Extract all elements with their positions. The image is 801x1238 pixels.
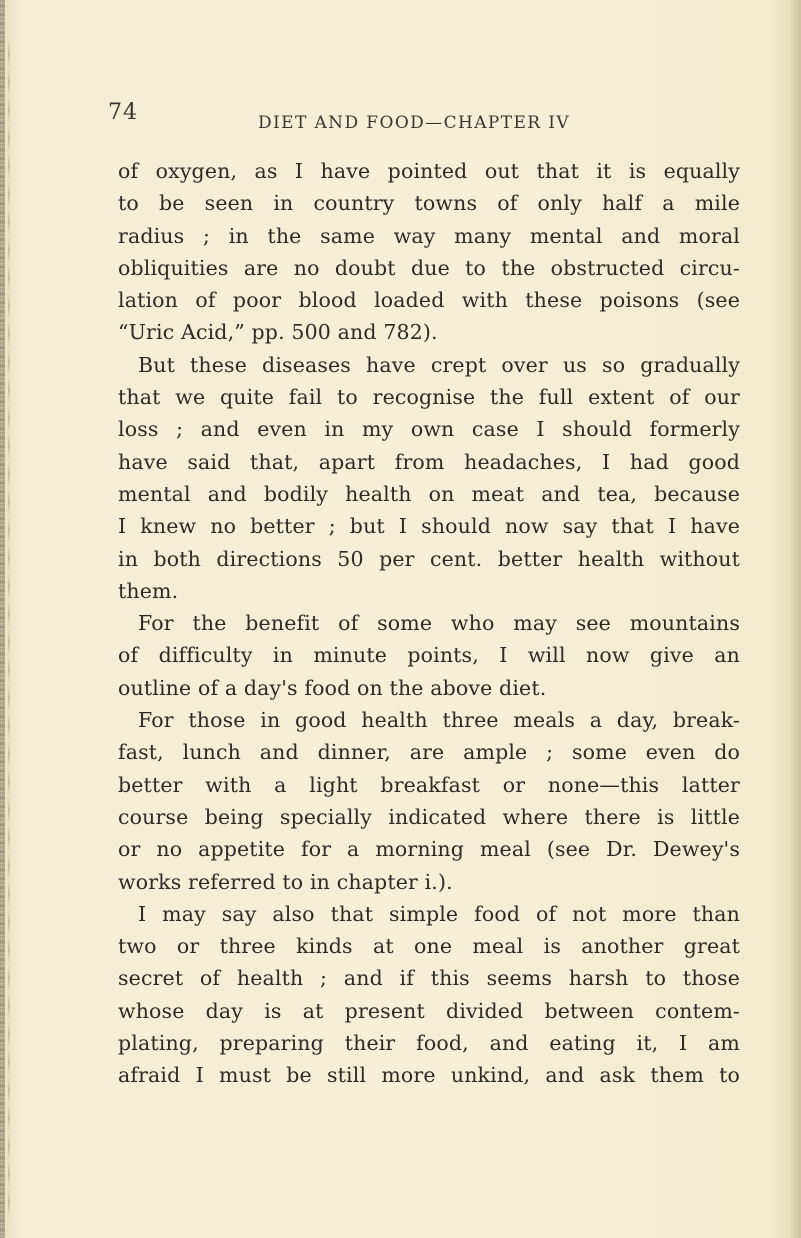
text-line: I knew no better ; but I should now say that I have [118, 514, 740, 539]
text-line: course being specially indicated where there is little [118, 804, 740, 829]
page-edge [789, 0, 801, 1238]
text-line: loss ; and even in my own case I should formerly [118, 417, 740, 442]
text-line: secret of health ; and if this seems harsh to those [118, 966, 740, 991]
text-line: mental and bodily health on meat and tea, because [118, 481, 740, 506]
text-line: two or three kinds at one meal is another great [118, 934, 740, 959]
text-line: I may say also that simple food of not more than [138, 901, 740, 926]
text-line: in both directions 50 per cent. better health without [118, 546, 740, 571]
text-line: that we quite fail to recognise the full extent of our [118, 385, 740, 410]
text-line: better with a light breakfast or none—this latter [118, 772, 740, 797]
text-line: lation of poor blood loaded with these poisons (see [118, 288, 740, 313]
text-line: outline of a day's food on the above diet. [118, 675, 547, 700]
text-line: fast, lunch and dinner, are ample ; some even do [118, 740, 740, 765]
text-line: have said that, apart from headaches, I had good [118, 449, 740, 474]
text-line: or no appetite for a morning meal (see Dr. Dewey's [118, 837, 740, 862]
page-number: 74 [108, 100, 138, 125]
text-line: of oxygen, as I have pointed out that it is equally [118, 159, 740, 183]
text-line: For the benefit of some who may see mountains [138, 611, 740, 636]
text-line: afraid I must be still more unkind, and ask them to [118, 1063, 740, 1088]
text-line: “Uric Acid,” pp. 500 and 782). [118, 320, 438, 345]
page-gutter-shadow [8, 40, 10, 1220]
text-line: But these diseases have crept over us so gradually [138, 352, 740, 377]
text-line: plating, preparing their food, and eating it, I am [118, 1031, 740, 1056]
text-line: to be seen in country towns of only half a mile [118, 191, 740, 216]
text-line: of difficulty in minute points, I will now give an [118, 643, 740, 668]
text-line: For those in good health three meals a day, break- [138, 708, 740, 733]
text-line: radius ; in the same way many mental and moral [118, 223, 740, 248]
text-line: them. [118, 578, 179, 603]
text-line: works referred to in chapter i.). [118, 869, 453, 894]
page-gutter [0, 0, 5, 1238]
running-head: DIET AND FOOD—CHAPTER IV [258, 113, 571, 133]
text-line: obliquities are no doubt due to the obstructed circu- [118, 255, 740, 280]
body-text [118, 155, 740, 1092]
text-line: whose day is at present divided between contem- [118, 998, 740, 1023]
